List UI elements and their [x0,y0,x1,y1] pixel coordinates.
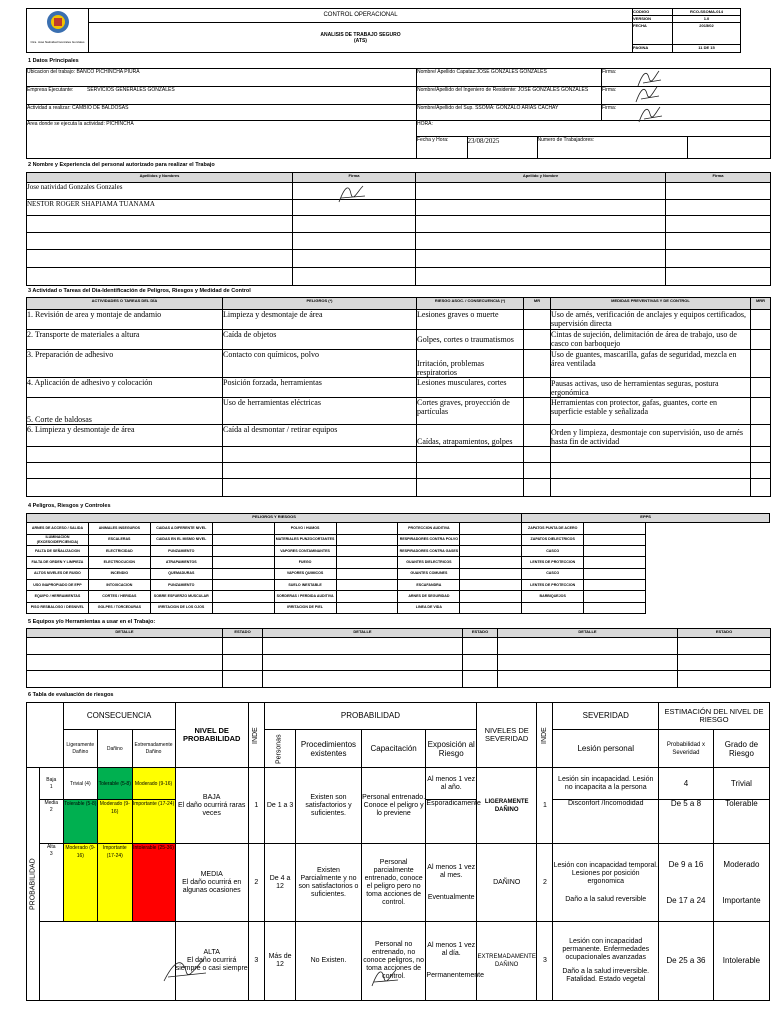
col-names: Apellidos y Nombres [27,173,293,183]
level-high-exposure-2: Permanentemente [426,972,485,979]
doc-subtitle: ANALISIS DE TRABAJO SEGURO [320,31,401,38]
level-medium-training: Personal parcialmente entrenado, conoce el peligro pero no toma acciones de control. [361,844,426,922]
measure-cell: Orden y limpieza, desmontaje con supervisión, uso de arnés hasta fin de actividad [551,425,751,447]
sev-extreme-index: 3 [537,922,553,1001]
hazard-item: FALTA DE SEÑALIZACION [27,545,89,556]
hour-field: HORA: [417,121,771,137]
col-risk: RIESGO ASOC. / CONSECUENCIA (*) [417,298,524,310]
level-medium-name: MEDIA [200,870,223,878]
measure-cell: Uso de guantes, mascarilla, gafas de seguridad, mezcla en área ventilada [551,350,751,378]
matrix-cell: Moderado (9-16) [132,768,175,800]
equipment-table [26,628,771,688]
col-state: ESTADO [678,629,771,638]
measure-cell: Herramientas con protector, gafas, guantes, corte en superficie estable y señalizada [551,398,751,425]
hazard-item: ANIMALES INSEGUROS [88,523,150,534]
matrix-cell: Intolerable (25-36) [132,844,175,922]
hazard-checkbox[interactable] [212,545,274,556]
reviewer-signature-icon [368,966,402,990]
supervisor-signature-icon [636,104,666,126]
est-important-range: De 17 a 24 [666,895,706,905]
sev-extreme-health: Daño a la salud irreversible. Fatalidad. Estado vegetal [562,968,650,983]
est-important-grade: Importante [722,895,761,905]
hazard-checkbox[interactable] [584,579,646,590]
date-value: 2015/02 [673,23,741,45]
sev-light-index: 1 [537,768,553,844]
activity: Actividad a realizar: CAMBIO DE BALDOSAS [27,105,417,121]
matrix-cell: Trivial (4) [63,768,97,800]
hazard-item: GUANTES COMUNES [398,568,460,579]
hazard-checkbox[interactable] [336,534,398,545]
foreman-signature-label: Firma: [602,69,617,75]
level-low-persons: De 1 a 3 [264,768,295,844]
col-activities: ACTIVIDADES O TAREAS DEL DÍA [27,298,223,310]
hazards-checklist [26,513,770,614]
supervisor-name: Nombre/Apellido del Sup. SSOMA: GONZALO ARIAS CACHAY [417,105,602,121]
hazard-item: POLVO / HUMOS [274,523,336,534]
index-header-2: INDE [537,703,553,768]
hazard-checkbox[interactable] [584,602,646,613]
hazard-item: SOBRE ESFUERZO MUSCULAR [150,591,212,602]
hazard-item: RESPIRADORES CONTRA GASES [398,545,460,556]
hazard-checkbox[interactable] [212,557,274,568]
sev-light-discomfort: Disconfort /Incomodidad [553,800,659,844]
logo-caption: Ctra. José Natividad Gonzales Gonzales [30,40,85,44]
level-high-exposure: Al menos 1 vez al día. [427,942,476,957]
hazard-item: ZAPATOS DIELECTRICOS [522,534,584,545]
hazard-cell: Limpieza y desmontaje de área [223,310,417,330]
level-medium-exposure-2: Eventualmente [427,893,475,901]
sev-light-injury: Lesión sin incapacidad. Lesión no incapacita a la persona [553,768,659,800]
level-low-desc: El daño ocurrirá raras veces [178,801,246,817]
level-medium-procedures: Existen Parcialmente y no son satisfactorios o suficientes. [296,844,362,922]
risk-cell: Caídas, atrapamientos, golpes [417,425,524,447]
hazard-item: USO INAPROPIADO DE EPP [27,579,89,590]
hazard-cell: Uso de herramientas eléctricas [223,398,417,425]
version-value: 1.0 [673,16,741,23]
worker-signature-icon [335,182,369,206]
date-time-value: 23/08/2025 [467,137,537,158]
activity-cell: 4. Aplicación de adhesivo y colocación [27,378,223,398]
measure-cell: Cintas de sujeción, delimitación de área de trabajo, uso de casco con barboquejo [551,330,751,350]
hazard-checkbox[interactable] [584,591,646,602]
personnel-table [26,172,771,286]
hazard-item: PROTECCION AUDITIVA [398,523,460,534]
est-trivial-grade: Trivial [713,768,769,800]
hazard-cell: Caída de objetos [223,330,417,350]
col-detail: DETALLE [27,629,223,638]
prob-row-low-num: 1 [49,783,53,790]
hazard-item: GOLPES / TORCEDURAS [88,602,150,613]
risk-cell: Irritación, problemas respiratorios [417,350,524,378]
hazard-item: IRRITACION DE PIEL [274,602,336,613]
level-medium-exposure: Al menos 1 vez al mes. [427,863,476,879]
page-label: PAGINA [633,45,673,53]
document-header [26,8,741,53]
level-medium-desc: El daño ocurrirá en algunas ocasiones [182,878,242,894]
probability-level-header: NIVEL DE PROBABILIDAD [175,703,248,768]
hazard-item: VAPORES QUIMICOS [274,568,336,579]
hazard-checkbox[interactable] [584,557,646,568]
hazard-item: ZAPATOS PUNTA DE ACERO [522,523,584,534]
activity-cell: 6. Limpieza y desmontaje de área [27,425,223,447]
hazard-checkbox[interactable] [460,523,522,534]
engineer-name: Nombre/Apellido del Ingeniero de Residente: JOSE GONZALES GONZALES [417,87,602,105]
hazard-item: PISO RESBALOSO / DESNIVEL [27,602,89,613]
est-intolerable-range: De 25 a 36 [658,922,713,1001]
hazard-checkbox[interactable] [212,568,274,579]
hazard-checkbox[interactable] [584,568,646,579]
hazard-item: RESPIRADORES CONTRA POLVO [398,534,460,545]
col-names-2: Apellido y Nombre [416,173,666,183]
hazard-checkbox[interactable] [336,523,398,534]
hazard-item: FUEGO [274,557,336,568]
hazard-checkbox[interactable] [212,523,274,534]
hazard-checkbox[interactable] [460,568,522,579]
hazard-checkbox[interactable] [460,591,522,602]
level-low-procedures: Existen son satisfactorios y suficientes. [296,768,362,844]
hazard-item: ILUMINACION (EXCESO/DEFICIENCIA) [27,534,89,545]
hazard-item: LENTES DE PROTECCION [522,579,584,590]
col-hazards: PELIGROS (*) [223,298,417,310]
prob-row-low: Baja [46,776,57,783]
sev-extreme-injury: Lesión con incapacidad permanente. Enfermedades ocupacionales avanzadas [562,938,650,961]
hazard-item: CORTES / HERIDAS [88,591,150,602]
prob-col-exposure: Exposición al Riesgo [426,730,477,768]
hazard-checkbox[interactable] [336,602,398,613]
hazard-item: INTOXICACION [88,579,150,590]
measure-cell: Pausas activas, uso de herramientas seguras, postura ergonómica [551,378,751,398]
col-state: ESTADO [463,629,498,638]
risk-cell: Cortes graves, proyección de partículas [417,398,524,425]
col-detail: DETALLE [498,629,678,638]
sev-harmful-name: DAÑINO [477,844,537,922]
level-high-persons: Más de 12 [264,922,295,1001]
hazard-checkbox[interactable] [460,534,522,545]
col-state: ESTADO [223,629,263,638]
hazard-item: IRRITACION DE LOS OJOS [150,602,212,613]
matrix-cell: Importante (17-24) [132,800,175,844]
probability-side-label: PROBABILIDAD [27,768,40,1001]
hazard-item: ARNES DE SEGURIDAD [398,591,460,602]
hazard-cell: Posición forzada, herramientas [223,378,417,398]
hazard-item: PUNZAMIENTO [150,579,212,590]
prob-row-medium: Media [44,800,59,806]
hazard-checkbox[interactable] [212,534,274,545]
risk-cell: Lesiones graves o muerte [417,310,524,330]
hazard-checkbox[interactable] [212,591,274,602]
risk-evaluation-table [26,702,770,1001]
consequence-header: CONSECUENCIA [63,703,175,730]
school-logo-icon [40,9,76,35]
hazard-item: LENTES DE PROTECCION [522,557,584,568]
logo-cell [27,9,89,53]
activity-cell: 5. Corte de baldosas [27,398,223,425]
hazard-item: PUNZAMIENTO [150,545,212,556]
prob-row-high: Alta [46,844,56,850]
supervisor-signature-label: Firma: [602,105,617,111]
doc-title: CONTROL OPERACIONAL [323,12,398,19]
activity-cell: 2. Transporte de materiales a altura [27,330,223,350]
prob-row-medium-num: 2 [49,807,53,813]
activity-cell: 1. Revisión de area y montaje de andamio [27,310,223,330]
hazard-item: ALTOS NIVELES DE RUIDO [27,568,89,579]
hazard-checkbox[interactable] [460,602,522,613]
level-high-training: Personal no entrenado, no conoce peligros, no toma acciones de control. [361,922,426,1001]
hazard-checkbox[interactable] [584,523,646,534]
engineer-signature-icon [633,84,663,106]
personnel-row: NESTOR ROGER SHAPIAMA TUANAMA [27,199,293,215]
cons-col-harmful: Dañino [98,730,132,768]
matrix-cell: Tolerable (5-8) [63,800,97,844]
matrix-cell: Moderado (9-16) [98,800,132,844]
level-medium-persons: De 4 a 12 [264,844,295,922]
est-tolerable-grade: Tolerable [713,800,769,844]
hazard-item: CASCO [522,545,584,556]
section5-title: 5 Equipos y/o Herramientas a usar en el Trabajo: [28,619,156,625]
level-medium-index: 2 [248,844,264,922]
hazard-cell: Contacto con químicos, polvo [223,350,417,378]
est-col-product: Probabilidad x Severidad [658,730,713,768]
level-low-name: BAJA [202,793,221,801]
hazard-item: GUANTES DIELECTRICOS [398,557,460,568]
risk-cell: Lesiones musculares, cortes [417,378,524,398]
hazard-item [522,602,584,613]
date-label: FECHA [633,23,673,45]
est-col-grade: Grado de Riesgo [713,730,769,768]
level-high-procedures: No Existen. [296,922,362,1001]
hazard-item: LINEA DE VIDA [398,602,460,613]
work-area: Area donde se ejecuta la actividad: PICHINCHA [27,121,417,159]
hazard-checkbox[interactable] [460,557,522,568]
col-mrr: MRR [751,298,771,310]
page-value: 11 DE 15 [673,45,741,53]
cons-col-extreme: Extremadamente Dañino [132,730,175,768]
level-high-index: 3 [248,922,264,1001]
severity-header: SEVERIDAD [553,703,659,730]
company-label: Empresa Ejecutante: [27,87,74,93]
sev-extreme-name: EXTREMADAMENTE DAÑINO [477,922,537,1001]
col-detail: DETALLE [263,629,463,638]
activity-cell: 3. Preparación de adhesivo [27,350,223,378]
hazards-header: PELIGROS Y RIESGOS [27,514,522,523]
hazard-item: CASCO [522,568,584,579]
matrix-cell: Moderado (9-16) [63,844,97,922]
hazard-checkbox[interactable] [336,568,398,579]
hazard-item: SUELO INESTABLE [274,579,336,590]
hazard-checkbox[interactable] [212,602,274,613]
hazard-item: EQUIPO / HERRAMIENTAS [27,591,89,602]
hazard-checkbox[interactable] [584,534,646,545]
level-high-name: ALTA [203,949,220,956]
index-header: INDE [248,703,264,768]
section1-title: 1 Datos Principales [28,58,79,64]
section3-title: 3 Actividad o Tareas del Dia-Identificación de Peligros, Riesgos y Medidad de Control [28,288,251,294]
est-intolerable-grade: Intolerable [713,922,769,1001]
hazard-item: CAIDAS EN EL MISMO NIVEL [150,534,212,545]
hazard-checkbox[interactable] [336,579,398,590]
doc-subtitle2: (ATS) [354,37,367,44]
hazard-checkbox[interactable] [460,579,522,590]
level-low-training: Personal entrenado. Conoce el peligro y lo previene [361,768,426,844]
code-value: RCO-SSOMA-014 [673,9,741,16]
hazard-item: MATERIALES PUNZOCORTANTES [274,534,336,545]
col-mr: MR [524,298,551,310]
worker-count-label: Numero de Trabajadores: [537,137,687,158]
hazard-item: CAIDAS A DIFERENTE NIVEL [150,523,212,534]
est-moderate-range: De 9 a 16 [668,859,704,869]
hazard-item: ELECTROCUCION [88,557,150,568]
foreman-name: Nombre/ Apellido Capataz:JOSE GONZALES GONZALES [417,69,602,87]
level-low-exposure: Al menos 1 vez al año. [426,768,477,800]
matrix-cell: Importante (17-24) [98,844,132,922]
sev-harmful-injury: Lesión con incapacidad temporal. Lesiones por posición ergonomica [553,861,658,885]
level-low-index: 1 [248,768,264,844]
matrix-cell: Tolerable (5-8) [98,768,132,800]
sev-harmful-index: 2 [537,844,553,922]
risk-cell: Golpes, cortes o traumatismos [417,330,524,350]
prob-col-training: Capacitación [361,730,426,768]
sev-light-name: LIGERAMENTE DAÑINO [477,768,537,844]
hazard-item: ARNES DE ACCESO / SALIDA [27,523,89,534]
col-signature: Firma [293,173,416,183]
hazard-item: FALTA DE ORDEN Y LIMPIEZA [27,557,89,568]
hazard-checkbox[interactable] [212,579,274,590]
hazard-item: ESCAFANDRA [398,579,460,590]
measure-cell: Uso de arnés, verificación de anclajes y equipos certificados, supervisión directa [551,310,751,330]
personal-injury-header: Lesión personal [553,730,659,768]
hazard-item: ESCALERAS [88,534,150,545]
personnel-row: Jose natividad Gonzales Gonzales [27,183,293,199]
section6-title: 6 Tabla de evaluación de riesgos [28,692,114,698]
hazard-checkbox[interactable] [336,545,398,556]
level-low-exposure-2: Esporadicamente [426,800,477,844]
code-label: CODIGO [633,9,673,16]
hazard-checkbox[interactable] [460,545,522,556]
hazard-item: SORDERAS / PERDIDA AUDITIVA [274,591,336,602]
level-high-desc: El daño ocurrirá siempre o casi siempre [175,957,248,972]
hazard-checkbox[interactable] [336,591,398,602]
col-signature-2: Firma [666,173,771,183]
hazard-item: ATRAPAMIENTOS [150,557,212,568]
hazard-item: ELECTRICIDAD [88,545,150,556]
hazard-item: VAPORES CONTAMINANTES [274,545,336,556]
prob-row-high-num: 3 [49,851,53,857]
col-measures: MEDIDAS PREVENTIVAS Y DE CONTROL [551,298,751,310]
section2-title: 2 Nombre y Experiencia del personal autorizado para realizar el Trabajo [28,162,215,168]
prob-col-persons: Personas [264,730,295,768]
estimation-header: ESTIMACIÓN DEL NIVEL DE RIESGO [658,703,769,730]
evaluator-signature-icon [160,955,210,985]
hazard-item: QUEMADURAS [150,568,212,579]
work-location: Ubicacion del trabajo: BANCO PICHINCHA PIURA [27,69,417,87]
probability-header: PROBABILIDAD [264,703,476,730]
company-value: SERVICIOS GENERALES GONZALES [87,87,175,93]
version-label: VERSION [633,16,673,23]
severity-levels-header: NIVELES DE SEVERIDAD [477,703,537,768]
section4-title: 4 Peligros, Riesgos y Controles [28,503,111,509]
hazard-cell: Caída al desmontar / retirar equipos [223,425,417,447]
prob-col-procedures: Procedimientos existentes [296,730,362,768]
est-tolerable-range: De 5 a 8 [658,800,713,844]
est-trivial-range: 4 [658,768,713,800]
activities-table [26,297,771,497]
hazard-item: BARBIQUEJOS [522,591,584,602]
cons-col-light: Ligeramente Dañino [63,730,97,768]
epps-header: EPPS [522,514,770,523]
date-time-label: Fecha y Hora: [417,137,467,158]
hazard-checkbox[interactable] [584,545,646,556]
est-moderate-grade: Moderado [723,859,760,869]
hazard-item: INCENDIO [88,568,150,579]
hazard-checkbox[interactable] [336,557,398,568]
sev-harmful-health: Daño a la salud reversible [565,895,647,903]
engineer-signature-label: Firma: [602,87,617,93]
